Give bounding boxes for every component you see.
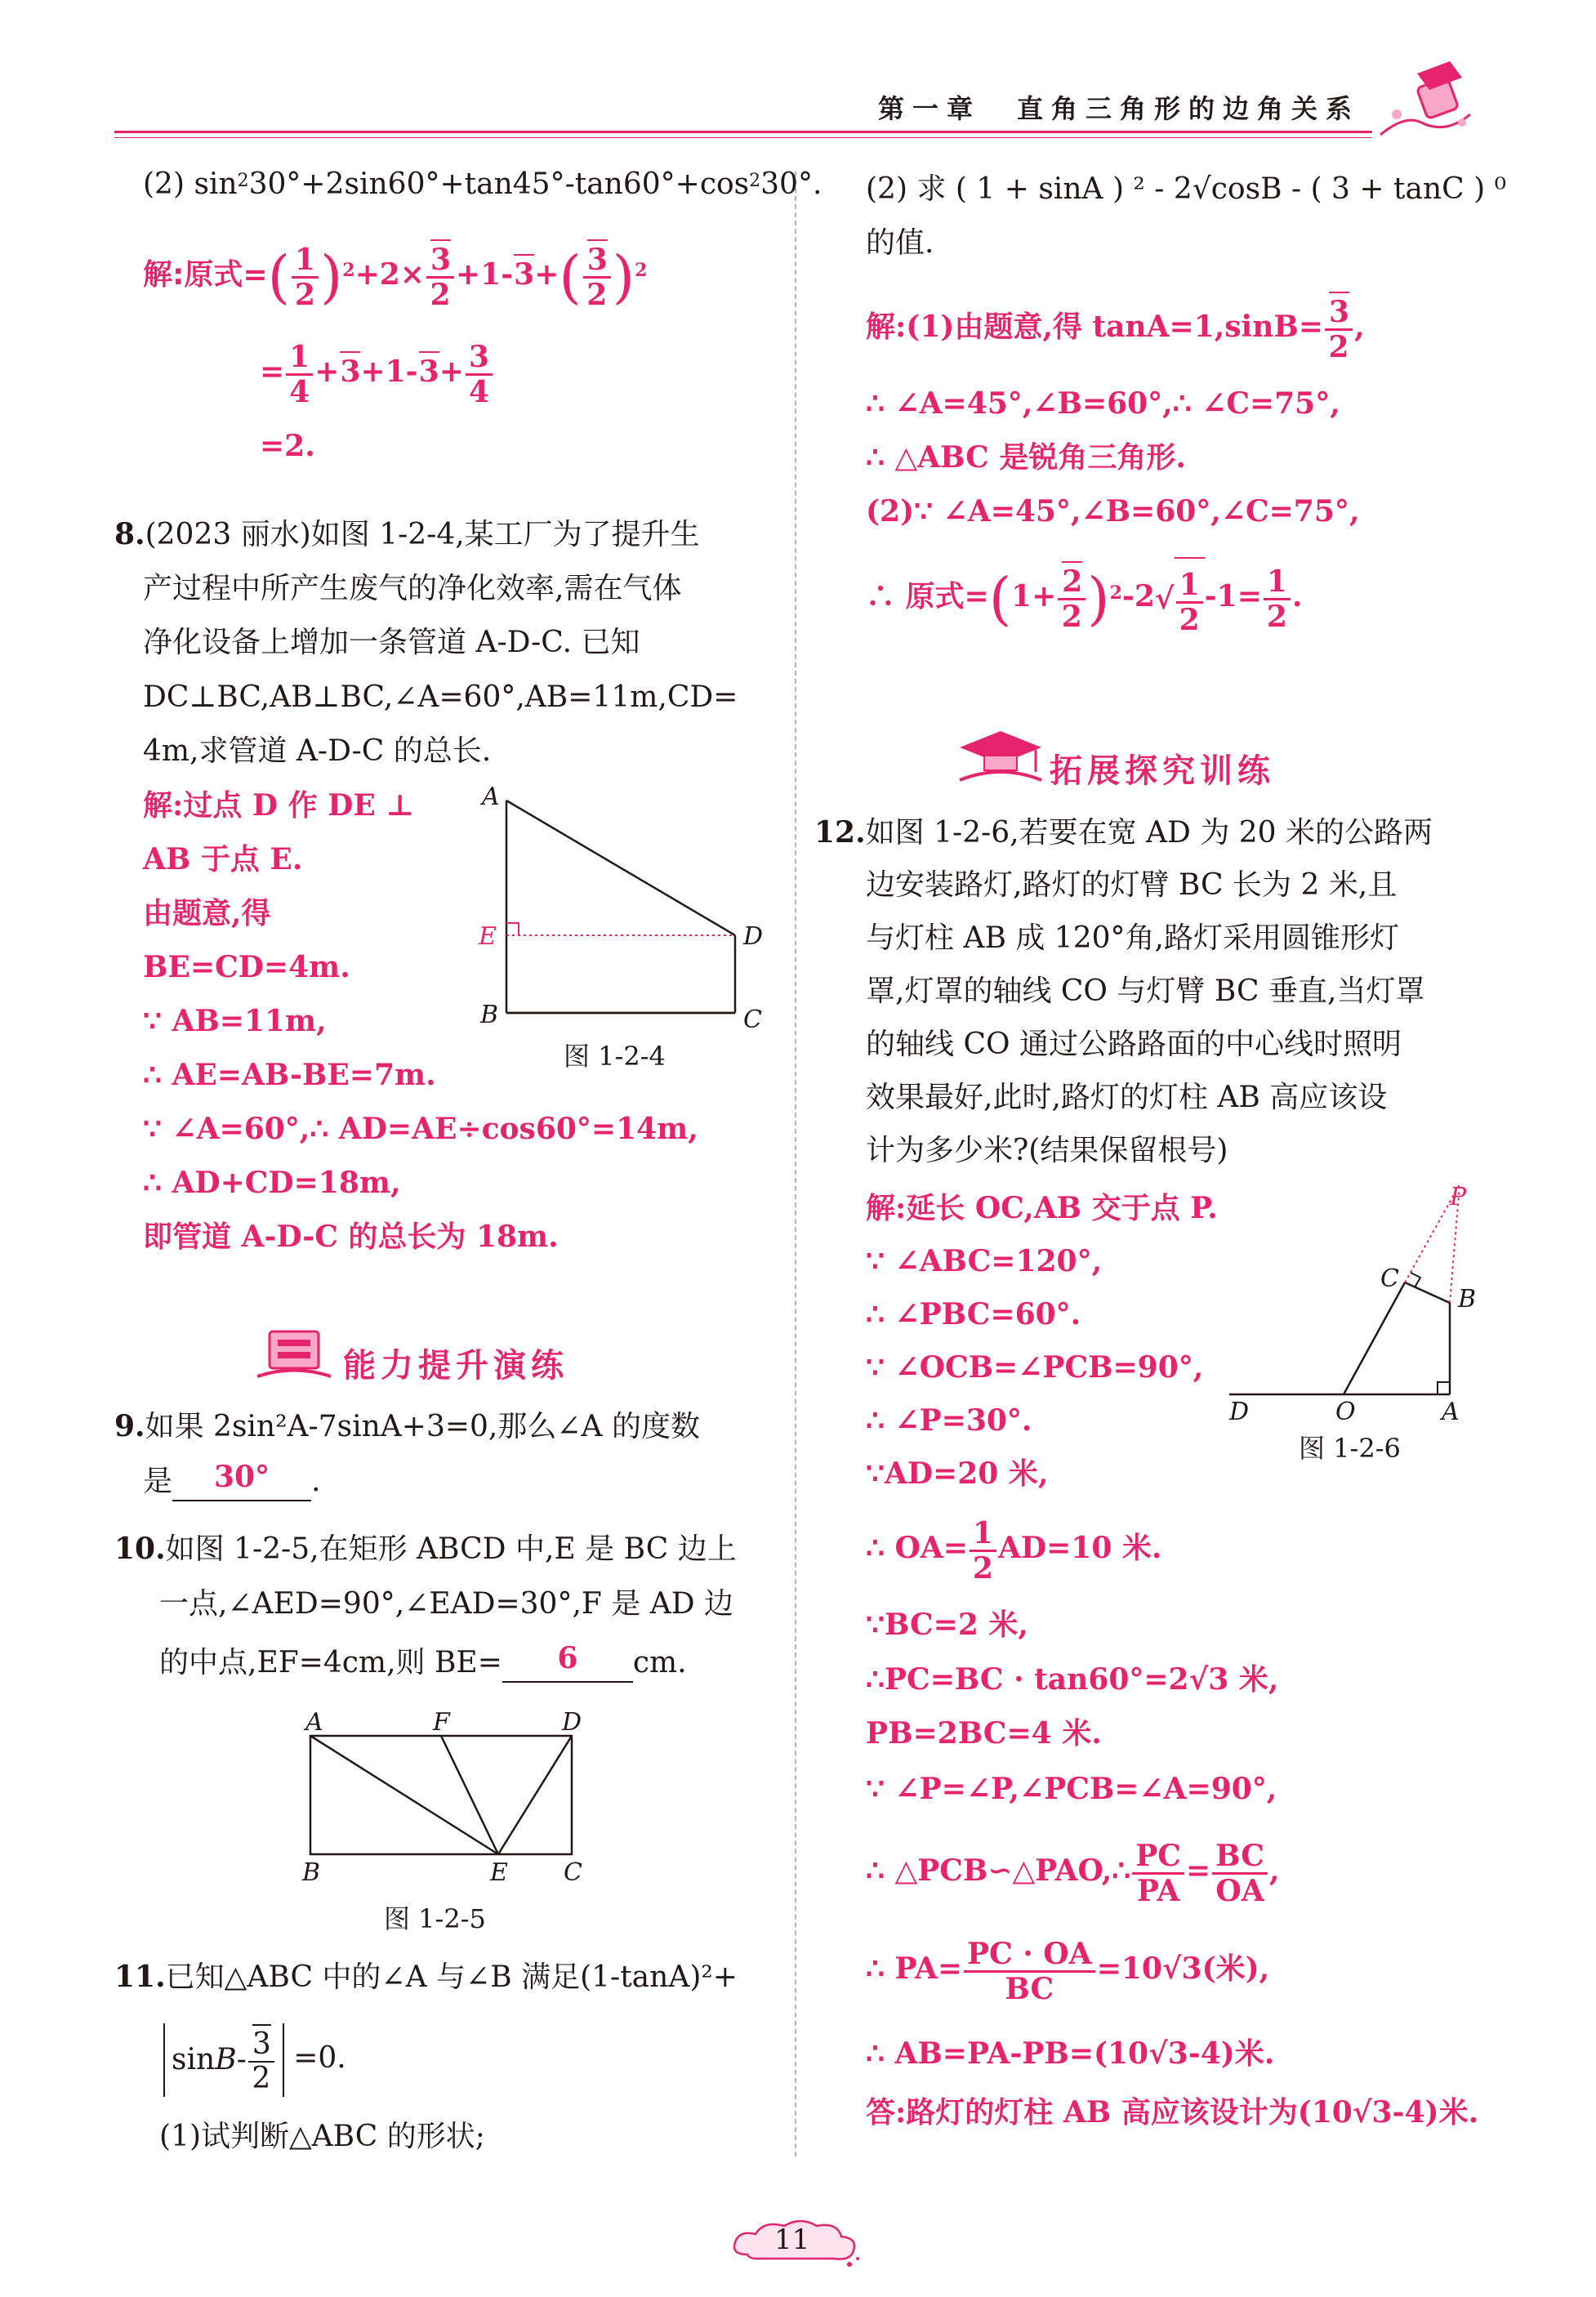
q11-answer-line3: ∴ △ABC 是锐角三角形. <box>866 440 1186 475</box>
q12-answer-line5: ∴ ∠P=30°. <box>866 1403 1032 1438</box>
q12-line3: 与灯柱 AB 成 120°角,路灯采用圆锥形灯 <box>866 921 1399 955</box>
extension-section-title: 拓展探究训练 <box>1050 752 1275 790</box>
q12-line2: 边安装路灯,路灯的灯臂 BC 长为 2 米,且 <box>866 868 1398 902</box>
fig6-label-p: P <box>1450 1183 1467 1211</box>
q11-answer-line5: ∴ 原式=(1+ $\frac{2}{2}$ )$^2$-2√ $\frac{1}{2}$ -1= $\frac{1}{2}$ . <box>866 555 1302 637</box>
q8-answer-line4: BE=CD=4m. <box>143 950 350 984</box>
q10-line3: 的中点,EF=4cm,则 BE= 6 cm. <box>159 1644 687 1683</box>
q11-answer-line2: ∴ ∠A=45°,∠B=60°,∴ ∠C=75°, <box>866 386 1340 421</box>
fig6-right-angle-a <box>1438 1382 1450 1394</box>
q12-answer-line15: 答:路灯的灯柱 AB 高应该设计为(10√3-4)米. <box>866 2095 1479 2130</box>
q12-answer-line2: ∵ ∠ABC=120°, <box>866 1244 1103 1278</box>
header-rule <box>114 131 1372 133</box>
fig4-label-e: E <box>479 922 497 951</box>
q8-answer-line8: ∴ AD+CD=18m, <box>143 1166 401 1200</box>
extension-section-icon <box>956 727 1045 792</box>
q11-line1: 11.已知△ABC 中的∠A 与∠B 满足(1-tanA)²+ <box>114 1960 738 1994</box>
fig6-label-o: O <box>1335 1398 1356 1426</box>
q8-answer-line7: ∵ ∠A=60°,∴ AD=AE÷cos60°=14m, <box>143 1112 698 1146</box>
q8-answer-line5: ∵ AB=11m, <box>143 1004 327 1038</box>
q11-line2: sinB- $\frac{3}{2}$ =0. <box>163 2018 346 2099</box>
q8-answer-line3: 由题意,得 <box>143 896 271 930</box>
q12-line5: 的轴线 CO 通过公路路面的中心线时照明 <box>866 1028 1402 1061</box>
ability-section-title: 能力提升演练 <box>343 1347 568 1385</box>
header-rule-thin <box>114 137 1372 138</box>
q12-line1: 12.如图 1-2-6,若要在宽 AD 为 20 米的公路两 <box>814 815 1433 850</box>
q7-answer-line2: = $\frac{1}{4}$ +3+1-3+ $\frac{3}{4}$ <box>260 335 494 408</box>
q12-answer-line11: ∵ ∠P=∠P,∠PCB=∠A=90°, <box>866 1772 1277 1806</box>
q10-line2: 一点,∠AED=90°,∠EAD=30°,F 是 AD 边 <box>159 1587 734 1621</box>
q12-answer-line13: ∴ PA= $\frac{PC \cdot OA}{BC}$ =10√3(米), <box>866 1936 1270 2006</box>
fig4-segment-ad <box>506 801 735 935</box>
q12-answer-line9: ∴PC=BC · tan60°=2√3 米, <box>866 1662 1279 1697</box>
q12-line4: 罩,灯罩的轴线 CO 与灯臂 BC 垂直,当灯罩 <box>866 975 1425 1008</box>
q9-line1: 9.如果 2sin²A-7sinA+3=0,那么∠A 的度数 <box>114 1409 700 1443</box>
q8-line3: 净化设备上增加一条管道 A-D-C. 已知 <box>143 626 640 659</box>
q12-answer-line4: ∵ ∠OCB=∠PCB=90°, <box>866 1350 1204 1385</box>
fig6-label-b: B <box>1458 1285 1477 1314</box>
q12-answer-line6: ∵AD=20 米, <box>866 1456 1049 1491</box>
fig5-label-b: B <box>302 1858 321 1887</box>
fig4-label-d: D <box>743 922 764 951</box>
fig5-label-a: A <box>305 1708 323 1737</box>
q8-answer-line2: AB 于点 E. <box>143 842 303 876</box>
fig6-label-c: C <box>1380 1264 1399 1293</box>
figure-1-2-6-caption: 图 1-2-6 <box>1299 1433 1401 1464</box>
q12-answer-line8: ∵BC=2 米, <box>866 1608 1028 1642</box>
q7-part2-question: (2) $\sin^230^\circ+2\sin 60^\circ+\tan 45^\circ-\tan 60^\circ+\cos^230^\circ$. <box>143 167 823 201</box>
header-decoration-icon <box>1372 57 1478 147</box>
fig6-segment-oc <box>1344 1282 1405 1394</box>
q7-answer-line1: 解:原式=( $\frac{1}{2}$ )$^2$+2× $\frac{3}{2}$ +1-3+( $\frac{3}{2}$ )$^2$ <box>143 237 647 310</box>
q8-line2: 产过程中所产生废气的净化效率,需在气体 <box>143 572 682 605</box>
fig4-right-angle-mark <box>506 923 519 935</box>
ability-section-icon <box>253 1319 335 1385</box>
page-number: 11 <box>774 2223 810 2256</box>
fig6-label-d: D <box>1229 1398 1250 1426</box>
q11-answer-line4: (2)∵ ∠A=45°,∠B=60°,∠C=75°, <box>866 494 1360 529</box>
q10-blank[interactable]: 6 <box>502 1648 633 1683</box>
fig6-label-a: A <box>1442 1398 1460 1426</box>
q12-answer-line10: PB=2BC=4 米. <box>866 1716 1102 1751</box>
q9-line2: 是 30° . <box>143 1462 320 1501</box>
q12-answer-line3: ∴ ∠PBC=60°. <box>866 1297 1081 1331</box>
q8-answer-line9: 即管道 A-D-C 的总长为 18m. <box>143 1220 559 1254</box>
figure-1-2-4 <box>474 784 768 1029</box>
fig4-label-c: C <box>743 1006 762 1029</box>
figure-1-2-5 <box>294 1707 604 1887</box>
fig6-segment-bc <box>1405 1282 1450 1303</box>
q12-line6: 效果最好,此时,路灯的灯柱 AB 高应该设 <box>866 1081 1388 1114</box>
fig4-label-a: A <box>482 784 500 811</box>
q7-answer-result: =2. <box>260 429 315 463</box>
fig5-segment-de <box>498 1736 572 1854</box>
fig5-label-f: F <box>433 1708 450 1737</box>
q12-answer-line14: ∴ AB=PA-PB=(10√3-4)米. <box>866 2036 1275 2071</box>
fig5-label-d: D <box>562 1708 582 1737</box>
q12-answer-line7: ∴ OA= $\frac{1}{2}$ AD=10 米. <box>866 1515 1162 1586</box>
q11-answer-line1: 解:(1)由题意,得 tanA=1,sinB= $\frac{3}{2}$ , <box>866 290 1365 364</box>
q8-answer-line1: 解:过点 D 作 DE ⊥ <box>143 788 414 823</box>
q8-line1: 8.(2023 丽水)如图 1-2-4,某工厂为了提升生 <box>114 517 700 551</box>
q8-line5: 4m,求管道 A-D-C 的总长. <box>143 734 492 768</box>
q8-answer-line6: ∴ AE=AB-BE=7m. <box>143 1058 436 1092</box>
q11-part1: (1)试判断△ABC 的形状; <box>159 2120 485 2153</box>
fig5-label-c: C <box>564 1858 582 1887</box>
fig5-rect-abcd <box>310 1736 572 1854</box>
fig5-label-e: E <box>490 1858 508 1887</box>
column-divider <box>795 172 796 2157</box>
figure-1-2-4-caption: 图 1-2-4 <box>564 1041 666 1072</box>
q9-blank[interactable]: 30° <box>172 1467 311 1501</box>
q8-line4: DC⊥BC,AB⊥BC,∠A=60°,AB=11m,CD= <box>143 680 738 714</box>
figure-1-2-5-caption: 图 1-2-5 <box>384 1903 486 1934</box>
q12-line7: 计为多少米?(结果保留根号) <box>866 1134 1228 1167</box>
q12-answer-line12: ∴ △PCB∽△PAO,∴ $\frac{PC}{PA}$ = $\frac{BC}{OA}$ , <box>866 1838 1280 1908</box>
header-chapter: 第一章 <box>878 93 982 124</box>
fig4-label-b: B <box>480 1001 499 1029</box>
q11-part2-line1: (2) 求 ( 1 + sinA ) ² - 2√cosB - ( 3 + tanC ) ⁰ <box>866 172 1507 206</box>
q11-part2-line2: 的值. <box>866 226 934 260</box>
q10-line1: 10.如图 1-2-5,在矩形 ABCD 中,E 是 BC 边上 <box>114 1532 737 1566</box>
header-title: 直角三角形的边角关系 <box>1017 93 1361 124</box>
figure-1-2-6 <box>1221 1180 1499 1442</box>
q12-answer-line1: 解:延长 OC,AB 交于点 P. <box>866 1191 1218 1225</box>
